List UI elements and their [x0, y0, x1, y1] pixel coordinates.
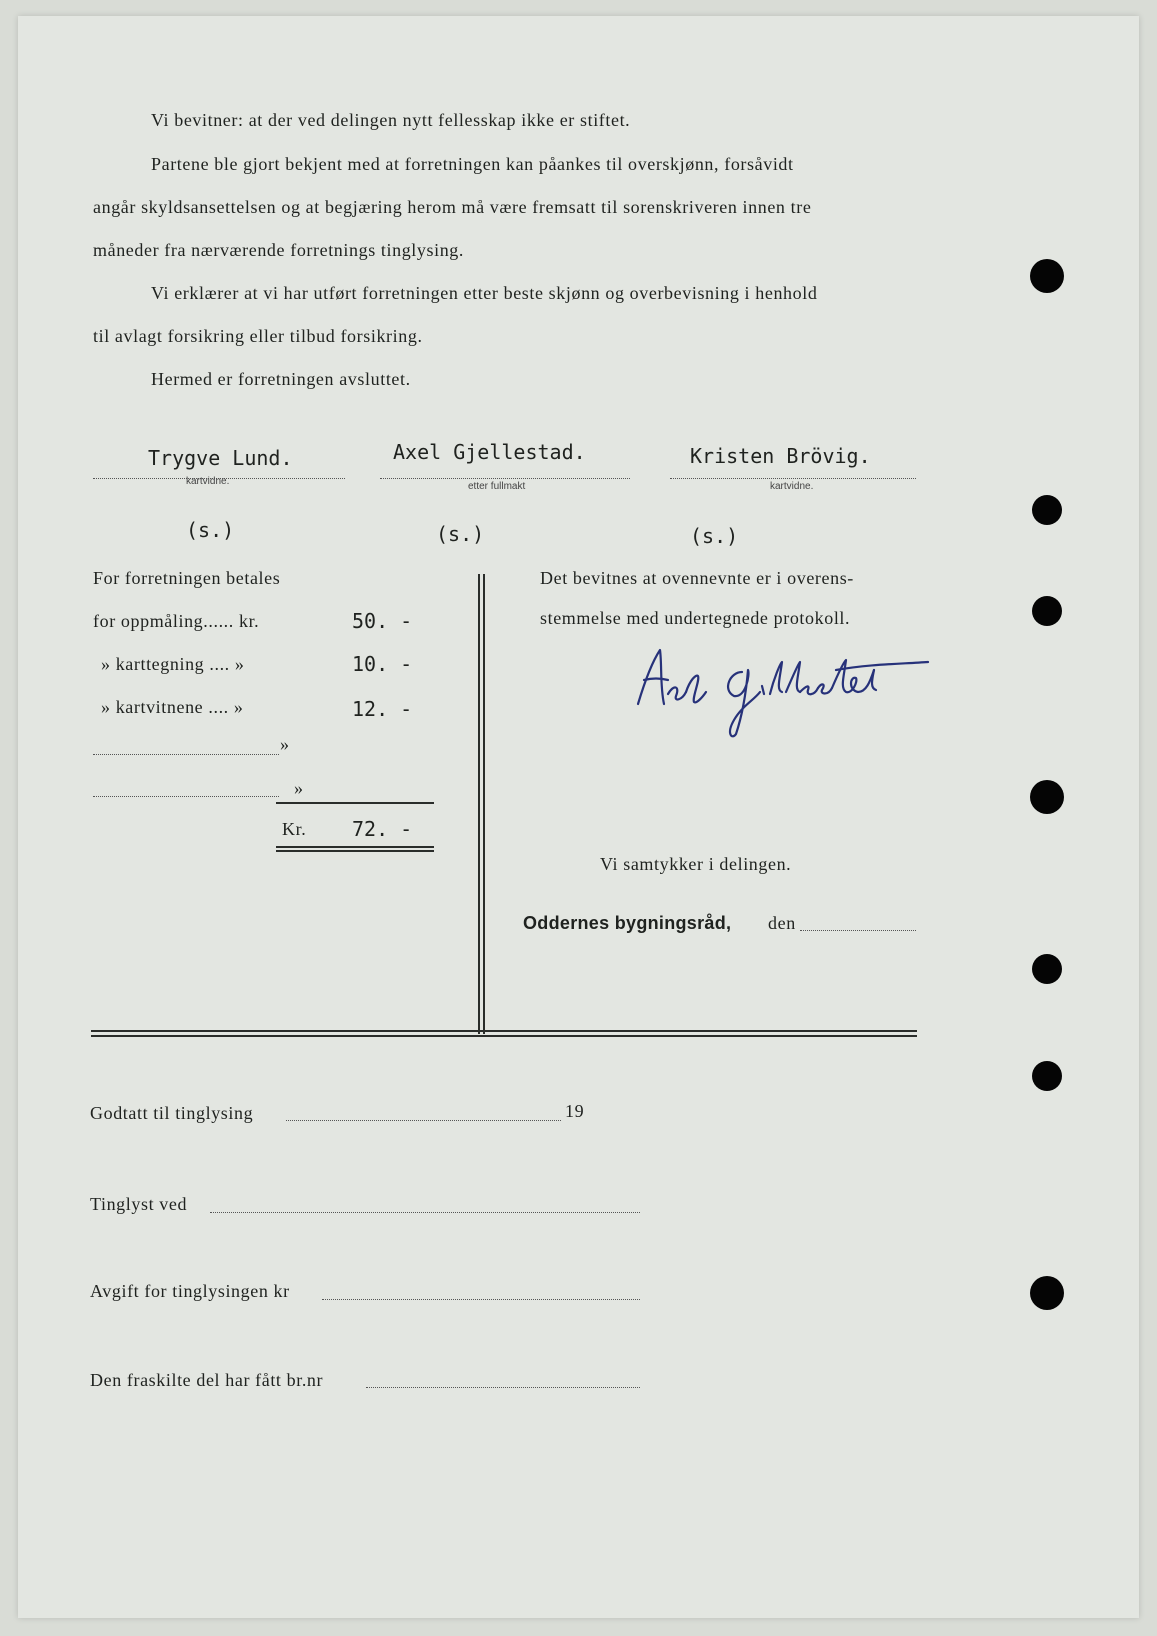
registration-accepted-label: Godtatt til tinglysing — [90, 1103, 254, 1123]
punch-hole — [1032, 954, 1062, 984]
section-rule-top — [91, 1030, 917, 1032]
blank-cost-mark: » — [280, 734, 290, 754]
registration-fee-label: Avgift for tinglysingen kr — [90, 1281, 290, 1301]
signature-line-3 — [670, 478, 916, 479]
signature-seal-1: (s.) — [186, 518, 235, 542]
signature-role-3: kartvidne. — [770, 481, 814, 492]
punch-hole — [1032, 1061, 1062, 1091]
costs-heading: For forretningen betales — [93, 568, 281, 588]
cost-row-value: 12. - — [352, 697, 413, 721]
section-rule-bottom — [91, 1035, 917, 1037]
building-council-label: Oddernes bygningsråd, — [523, 913, 732, 933]
blank-cost-mark: » — [294, 778, 304, 798]
signature-line-2 — [380, 478, 630, 479]
consent-text: Vi samtykker i delingen. — [600, 854, 792, 874]
punch-hole — [1030, 780, 1064, 814]
registration-accepted-line — [286, 1120, 561, 1121]
blank-cost-line — [93, 796, 279, 797]
handwritten-signature — [630, 634, 930, 744]
paragraph-appeal-line1: Partene ble gjort bekjent med at forretningen kan påankes til overskjønn, forsåvidt — [151, 154, 794, 174]
signature-name-1: Trygve Lund. — [148, 446, 293, 470]
column-divider-right — [483, 574, 485, 1034]
paragraph-declaration-line2: til avlagt forsikring eller tilbud forsikring. — [93, 326, 423, 346]
paragraph-appeal-line2: angår skyldsansettelsen og at begjæring herom må være fremsatt til sorenskriveren innen tre — [93, 197, 812, 217]
paragraph-closing: Hermed er forretningen avsluttet. — [151, 369, 411, 389]
document-page — [18, 16, 1139, 1618]
signature-name-2: Axel Gjellestad. — [393, 440, 586, 464]
registered-by-line — [210, 1212, 640, 1213]
signature-name-3: Kristen Brövig. — [690, 444, 871, 468]
subtotal-rule — [276, 802, 434, 804]
total-rule-bottom — [276, 850, 434, 852]
signature-seal-2: (s.) — [436, 522, 485, 546]
signature-role-1: kartvidne. — [186, 476, 230, 487]
punch-hole — [1030, 1276, 1064, 1310]
cost-row-value: 50. - — [352, 609, 413, 633]
parcel-number-label: Den fraskilte del har fått br.nr — [90, 1370, 324, 1390]
cost-row-label: for oppmåling...... kr. — [93, 611, 260, 631]
attestation-line1: Det bevitnes at ovennevnte er i overens- — [540, 568, 854, 588]
paragraph-appeal-line3: måneder fra nærværende forretnings tinglysing. — [93, 240, 465, 260]
paragraph-declaration-line1: Vi erklærer at vi har utført forretningen etter beste skjønn og overbevisning i henhold — [151, 283, 818, 303]
cost-row-value: 10. - — [352, 652, 413, 676]
cost-row-label: » karttegning .... » — [101, 654, 245, 674]
council-date-line — [800, 930, 916, 931]
column-divider-left — [478, 574, 480, 1034]
total-value: 72. - — [352, 817, 413, 841]
punch-hole — [1032, 596, 1062, 626]
signature-role-2: etter fullmakt — [468, 481, 526, 492]
cost-row-label: » kartvitnene .... » — [101, 697, 244, 717]
punch-hole — [1030, 259, 1064, 293]
paragraph-no-new-partnership: Vi bevitner: at der ved delingen nytt fellesskap ikke er stiftet. — [151, 110, 631, 130]
punch-hole — [1032, 495, 1062, 525]
total-label: Kr. — [282, 819, 307, 839]
building-council-den: den — [768, 913, 796, 933]
registration-year: 19 — [565, 1101, 585, 1121]
attestation-line2: stemmelse med undertegnede protokoll. — [540, 608, 851, 628]
registration-fee-line — [322, 1299, 640, 1300]
signature-seal-3: (s.) — [690, 524, 739, 548]
parcel-number-line — [366, 1387, 640, 1388]
registered-by-label: Tinglyst ved — [90, 1194, 188, 1214]
total-rule-top — [276, 846, 434, 848]
blank-cost-line — [93, 754, 279, 755]
